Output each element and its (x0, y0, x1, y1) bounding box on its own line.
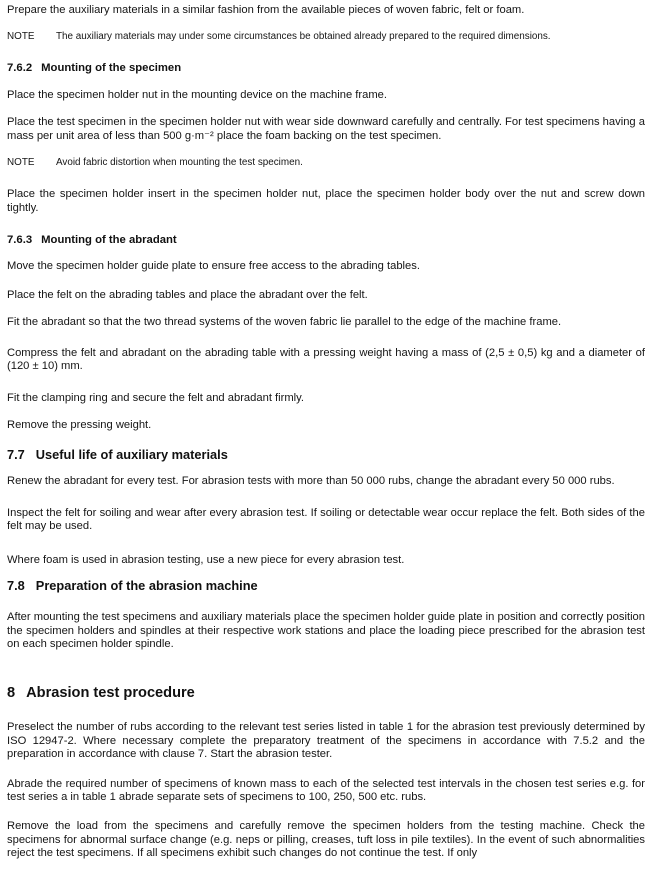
note-text: Avoid fabric distortion when mounting the test specimen. (56, 157, 303, 169)
note-label: NOTE (7, 30, 35, 42)
clause-heading-8 (7, 685, 645, 702)
note-label: NOTE (7, 157, 35, 169)
heading-text: Abrasion test procedure (26, 685, 195, 702)
heading-number: 7.8 (7, 578, 25, 594)
paragraph: Preselect the number of rubs according to the relevant test series listed in table 1 for the abrasion test previously determined by ISO 12947-2. Where necessary complete the preparatory treatment of the specimens in accordance with 7.5.2 and the preparation in accordance with clause 7. Start the abrasion tester. (7, 721, 645, 761)
heading-number: 7.6.2 (7, 62, 33, 75)
heading-text: Useful life of auxiliary materials (35, 446, 228, 462)
paragraph: Prepare the auxiliary materials in a similar fashion from the available pieces of woven fabric, felt or foam. (7, 4, 525, 16)
heading-number: 7.7 (7, 446, 25, 462)
note (7, 31, 645, 44)
paragraph: Renew the abradant for every test. For abrasion tests with more than 50 000 rubs, change the abradant every 50 000 rubs. (7, 474, 615, 487)
paragraph: After mounting the test specimens and auxiliary materials place the specimen holder guide plate in position and correctly position the specimen holders and spindles at their respective work stations and place the loading piece prescribed for the abrasion test on each specimen holder spindle. (7, 611, 645, 651)
paragraph: Place the specimen holder nut in the mounting device on the machine frame. (7, 88, 387, 101)
subclause-heading-7-6-2 (7, 62, 645, 76)
paragraph: Where foam is used in abrasion testing, use a new piece for every abrasion test. (7, 553, 405, 566)
note-text: The auxiliary materials may under some circumstances be obtained already prepared to the required dimensions. (56, 30, 551, 42)
clause-heading-7-8 (7, 578, 645, 593)
paragraph: Place the test specimen in the specimen holder nut with wear side downward carefully and centrally. For test specimens having a mass per unit area of less than 500 g·m⁻² place the foam backing on the test specimen. (7, 116, 645, 142)
paragraph: Inspect the felt for soiling and wear after every abrasion test. If soiling or detectable wear occur replace the felt. Both sides of the felt may be used. (7, 506, 645, 533)
note (7, 157, 645, 170)
paragraph: Fit the clamping ring and secure the felt and abradant firmly. (7, 391, 305, 404)
heading-text: Mounting of the abradant (41, 234, 177, 247)
heading-number: 8 (7, 685, 16, 702)
paragraph: Remove the load from the specimens and carefully remove the specimen holders from the testing machine. Check the specimens for abnormal surface change (e.g. neps or pilling, creases, tuft loss in pile textiles). In the event of such abnormalities reject the test specimens. If all specimens exhibit such changes do not continue the test. If only (7, 820, 645, 860)
clause-heading-7-7 (7, 447, 645, 462)
paragraph: Move the specimen holder guide plate to ensure free access to the abrading tables. (7, 259, 420, 272)
paragraph: Abrade the required number of specimens of known mass to each of the selected test intervals in the chosen test series e.g. for test series a in table 1 abrade separate sets of specimens to 100, 250, 500 etc. rubs. (7, 777, 645, 804)
paragraph: Compress the felt and abradant on the abrading table with a pressing weight having a mass of (2,5 ± 0,5) kg and a diameter of (120 ± 10) mm. (7, 346, 645, 373)
paragraph: Place the felt on the abrading tables and place the abradant over the felt. (7, 289, 368, 302)
heading-text: Mounting of the specimen (41, 62, 182, 75)
paragraph: Remove the pressing weight. (7, 419, 152, 432)
subclause-heading-7-6-3 (7, 234, 645, 248)
heading-text: Preparation of the abrasion machine (35, 578, 258, 594)
paragraph: Place the specimen holder insert in the specimen holder nut, place the specimen holder body over the nut and screw down tightly. (7, 187, 645, 214)
paragraph: Fit the abradant so that the two thread systems of the woven fabric lie parallel to the edge of the machine frame. (7, 315, 562, 328)
heading-number: 7.6.3 (7, 234, 33, 247)
